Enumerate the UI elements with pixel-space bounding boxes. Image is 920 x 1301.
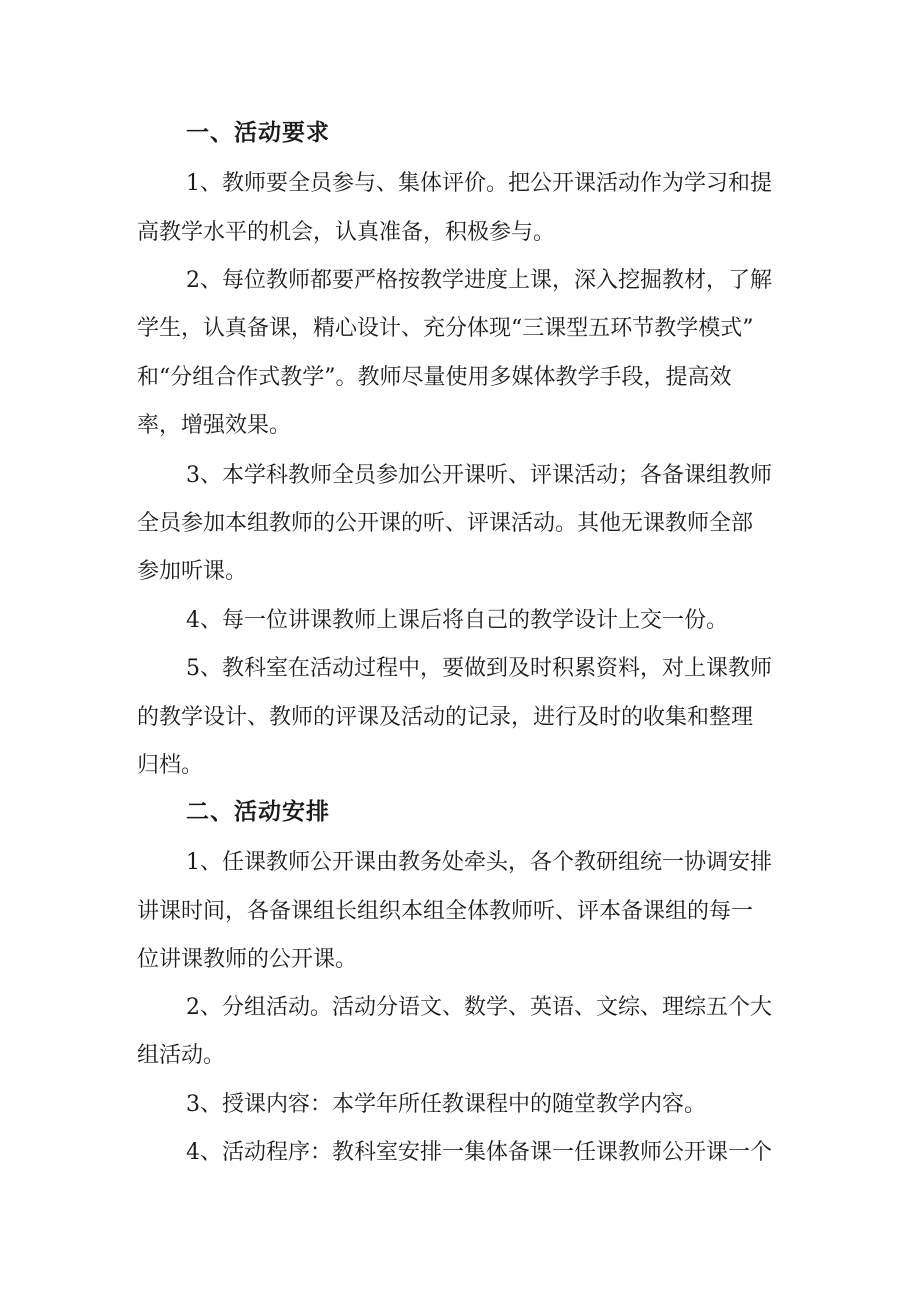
- paragraph-line: 的教学设计、教师的评课及活动的记录，进行及时的收集和整理: [137, 705, 754, 730]
- paragraph-line: 参加听课。: [137, 559, 248, 584]
- paragraph-line: 位讲课教师的公开课。: [137, 947, 358, 972]
- paragraph-line: 1、任课教师公开课由教务处牵头，各个教研组统一协调安排: [186, 850, 772, 875]
- paragraph-line: 5、教科室在活动过程中，要做到及时积累资料，对上课教师: [186, 656, 772, 681]
- paragraph-line: 1、教师要全员参与、集体评价。把公开课活动作为学习和提: [186, 171, 772, 196]
- paragraph-line: 2、每位教师都要严格按教学进度上课，深入挖掘教材，了解: [186, 268, 772, 293]
- paragraph-line: 2、分组活动。活动分语文、数学、英语、文综、理综五个大: [186, 995, 772, 1020]
- paragraph-line: 归档。: [137, 753, 204, 778]
- paragraph-line: 4、每一位讲课教师上课后将自己的教学设计上交一份。: [186, 608, 728, 633]
- paragraph-line: 讲课时间，各备课组长组织本组全体教师听、评本备课组的每一: [137, 899, 754, 924]
- paragraph-line: 高教学水平的机会，认真准备，积极参与。: [137, 220, 556, 245]
- section-heading-requirements: 一、活动要求: [186, 120, 330, 146]
- section-heading-arrangement: 二、活动安排: [186, 799, 330, 825]
- paragraph-line: 全员参加本组教师的公开课的听、评课活动。其他无课教师全部: [137, 511, 754, 536]
- paragraph-line: 率，增强效果。: [137, 413, 292, 438]
- paragraph-line: 3、本学科教师全员参加公开课听、评课活动；各备课组教师: [186, 463, 772, 488]
- paragraph-line: 学生，认真备课，精心设计、充分体现“三课型五环节教学模式”: [137, 316, 754, 341]
- paragraph-line: 组活动。: [137, 1043, 226, 1068]
- paragraph-line: 和“分组合作式教学”。教师尽量使用多媒体教学手段，提高效: [137, 365, 732, 390]
- paragraph-line: 3、授课内容：本学年所任教课程中的随堂教学内容。: [186, 1092, 706, 1117]
- paragraph-line: 4、活动程序：教科室安排一集体备课一任课教师公开课一个: [186, 1140, 772, 1165]
